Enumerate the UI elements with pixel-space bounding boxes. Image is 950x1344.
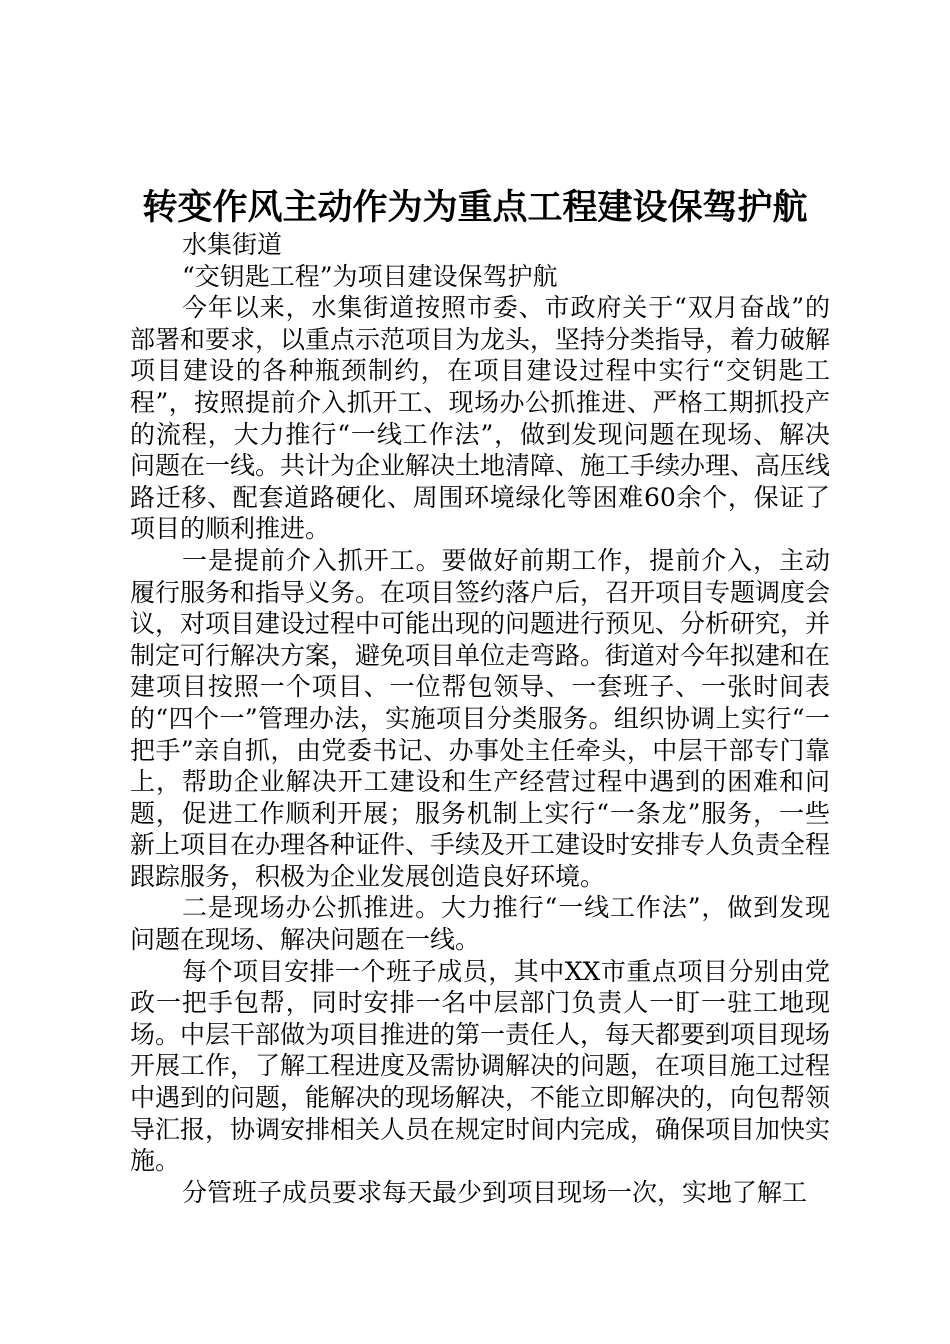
body-paragraph-truncated: 分管班子成员要求每天最少到项目现场一次，实地了解工: [182, 1177, 808, 1207]
author-line: 水集街道: [182, 230, 283, 259]
body-paragraph: 一是提前介入抓开工。要做好前期工作，提前介入，主动履行服务和指导义务。在项目签约落户后，召开项目专题调度会议，对项目建设过程中可能出现的问题进行预见、分析研究，并制定可行解决方案，避免项目单位走弯路。街道对今年拟建和在建项目按照一个项目、一位帮包领导、一套班子、一张时间表的“四个一”管理办法，实施项目分类服务。组织协调上实行“一把手”亲自抓，由党委书记、办事处主任牵头，中层干部专门靠上，帮助企业解决开工建设和生产经营过程中遇到的困难和问题，促进工作顺利开展；服务机制上实行“一条龙”服务，一些新上项目在办理各种证件、手续及开工建设时安排专人负责全程跟踪服务，积极为企业发展创造良好环境。: [130, 545, 831, 891]
body-paragraph: 二是现场办公抓推进。大力推行“一线工作法”，做到发现问题在现场、解决问题在一线。: [130, 893, 830, 955]
document-body: [130, 229, 830, 1208]
body-paragraph: 每个项目安排一个班子成员，其中XX市重点项目分别由党政一把手包帮，同时安排一名中层部门负责人一盯一驻工地现场。中层干部做为项目推进的第一责任人，每天都要到项目现场开展工作，了解工程进度及需协调解决的问题，在项目施工过程中遇到的问题，能解决的现场解决，不能立即解决的，向包帮领导汇报，协调安排相关人员在规定时间内完成，确保项目加快实施。: [130, 956, 831, 1176]
subtitle-line: “交钥匙工程”为项目建设保驾护航: [182, 261, 558, 291]
document-title: 转变作风主动作为为重点工程建设保驾护航: [142, 188, 808, 228]
body-paragraph: 今年以来，水集街道按照市委、市政府关于“双月奋战”的部署和要求，以重点示范项目为龙头，坚持分类指导，着力破解项目建设的各种瓶颈制约，在项目建设过程中实行“交钥匙工程”，按照提前介入抓开工、现场办公抓推进、严格工期抓投产的流程，大力推行“一线工作法”，做到发现问题在现场、解决问题在一线。共计为企业解决土地清障、施工手续办理、高压线路迁移、配套道路硬化、周围环境绿化等困难60余个，保证了项目的顺利推进。: [130, 293, 831, 544]
